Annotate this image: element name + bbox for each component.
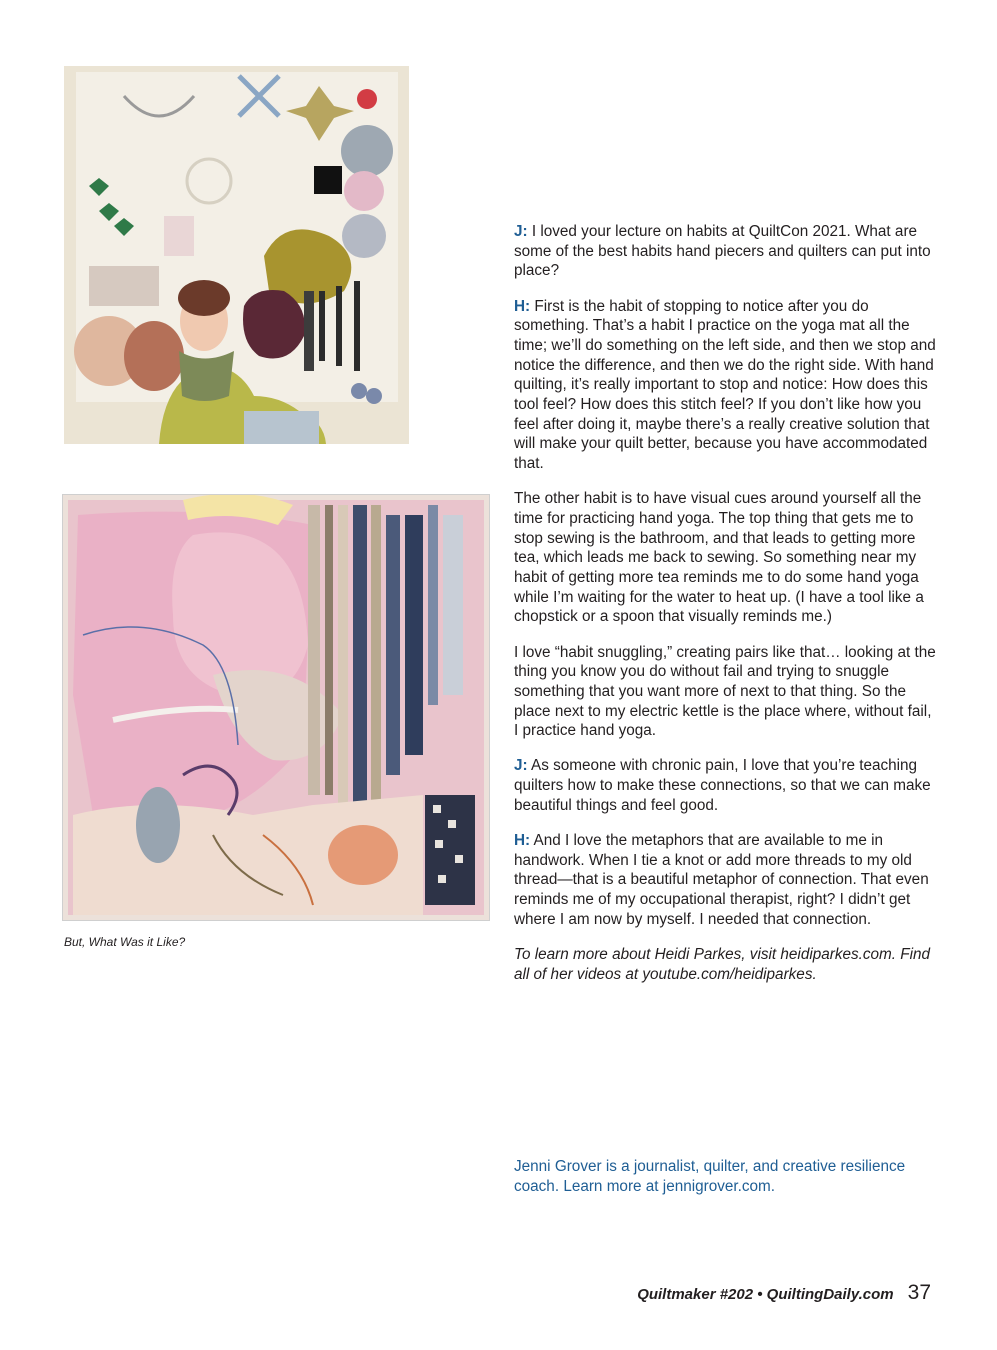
author-bio: Jenni Grover is a journalist, quilter, and creative resilience coach. Learn more at jennigrover.com. — [514, 1158, 906, 1195]
portrait-quilt-photo — [64, 66, 409, 444]
page-number: 37 — [907, 1281, 931, 1304]
paragraph-text: I loved your lecture on habits at QuiltCon 2021. What are some of the best habits hand piecers and quilters can put into place? — [514, 223, 931, 280]
paragraph-text: And I love the metaphors that are available to me in handwork. When I tie a knot or add more threads to my old thread—that is a beautiful metaphor of connection. That even reminds me of my occupational therapist, right? I didn’t get where I am now by myself. I needed that connection. — [514, 831, 929, 928]
closing-note: To learn more about Heidi Parkes, visit heidiparkes.com. Find all of her videos at youtube.com/heidiparkes. — [514, 945, 931, 983]
speaker-label: J: — [514, 223, 528, 240]
paragraph-6 — [514, 831, 936, 930]
image-caption: But, What Was it Like? — [64, 935, 186, 949]
paragraph-2 — [514, 297, 936, 474]
page-footer — [637, 1281, 931, 1305]
quilt-photo — [63, 495, 489, 920]
speaker-label: H: — [514, 831, 531, 849]
paragraph-4: I love “habit snuggling,” creating pairs like that… looking at the thing you know you do without fail and trying to snuggle something that you want more of next to that thing. So the place next to my electric kettle is the place where, without fail, I practice hand yoga. — [514, 643, 936, 740]
paragraph-text: First is the habit of stopping to notice after you do something. That’s a habit I practice on the yoga mat all the time; we’ll do something on the left side, and then we stop and notice the difference, and then we do the right side. With hand quilting, it’s really important to stop and notice: How does this tool feel? How does this stitch feel? If you don’t like how you feel after doing it, maybe there’s a really creative solution that will make your quilt better, because you have accommodated that. — [514, 297, 936, 473]
paragraph-text: As someone with chronic pain, I love that you’re teaching quilters how to make these connections, so that we can make beautiful things and feel good. — [514, 757, 931, 814]
paragraph-3: The other habit is to have visual cues around yourself all the time for practicing hand yoga. The top thing that gets me to stop sewing is the bathroom, and that leads to getting more tea, which leads me back to sewing. So something near my habit of getting more tea reminds me to do some hand yoga while I’m waiting for the water to heat up. (I have a tool like a chopstick or a spoon that visually reminds me.) — [514, 490, 924, 626]
paragraph-1 — [514, 222, 936, 281]
paragraph-5 — [514, 756, 936, 815]
publication-name: Quiltmaker #202 • QuiltingDaily.com — [637, 1286, 894, 1303]
speaker-label: H: — [514, 297, 531, 315]
speaker-label: J: — [514, 757, 528, 775]
interview-article — [514, 222, 936, 1000]
